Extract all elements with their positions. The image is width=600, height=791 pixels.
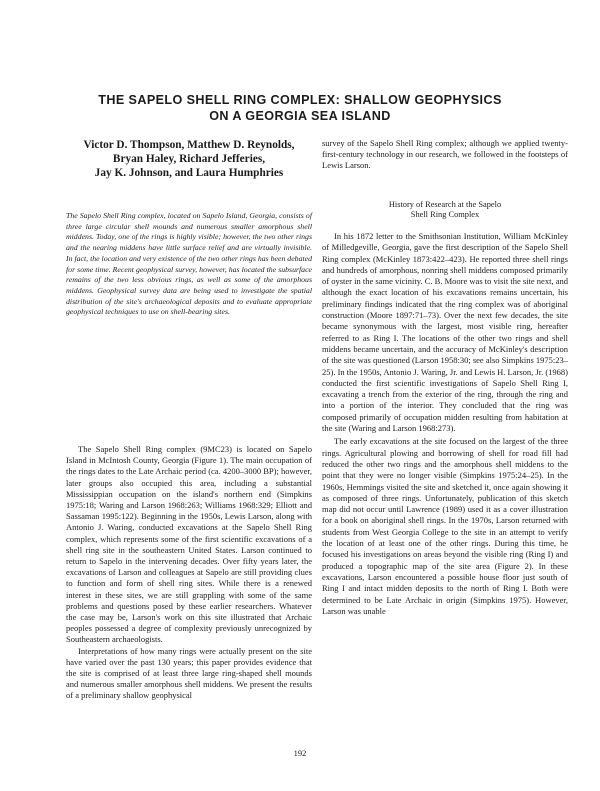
article-title-line-2: ON A GEORGIA SEA ISLAND	[209, 109, 391, 123]
body-paragraph: Interpretations of how many rings were actually present on the site have varied over the past 130 years; this paper provides evidence that the site is comprised of at least three large ring-shaped shell mounds and numerous smaller amorphous shell middens. We present the results of a preliminary shallow geophysical	[66, 645, 312, 701]
section-heading-line-1: History of Research at the Sapelo	[388, 200, 502, 209]
body-paragraph: In his 1872 letter to the Smithsonian Institution, William McKinley of Milledgeville, Georgia, gave the first description of the Sapelo Shell Ring complex (McKinley 1873:422–423). He reported three shell rings and hundreds of amorphous, nonring shell middens composed primarily of oyster in the same vicinity. C. B. Moore was to visit the site next, and although the exact location of his excavations remains uncertain, his preliminary findings indicated that the ring complex was of aboriginal construction (Moore 1897:71–73). Over the next few decades, the site became synonymous with the largest, most visible ring, hereafter referred to as Ring I. The locations of the other two rings and shell middens became uncertain, and the accuracy of McKinley's description of the site was questioned (Larson 1958:30; see also Simpkins 1975:23–25). In the 1950s, Antonio J. Waring, Jr. and Lewis H. Larson, Jr. (1968) conducted the first scientific investigations of Sapelo Shell Ring I, excavating a trench from the exterior of the ring, through the ring and into a portion of the interior. They concluded that the ring was composed primarily of occupation midden resulting from habitation at the site (Waring and Larson 1968:273).	[322, 231, 568, 434]
body-paragraph-continued: survey of the Sapelo Shell Ring complex; although we applied twenty-first-century technology in our research, we followed in the footsteps of Lewis Larson.	[322, 138, 568, 171]
body-paragraph: The Sapelo Shell Ring complex (9MC23) is located on Sapelo Island in McIntosh County, Georgia (Figure 1). The main occupation of the rings dates to the Late Archaic period (ca. 4200–3000 BP); however, later groups also occupied this area, including a substantial Mississippian occupation on the island's northern end (Simpkins 1975:18; Waring and Larson 1968:263; Williams 1968:329; Elliott and Sassaman 1995:122). Beginning in the 1950s, Lewis Larson, along with Antonio J. Waring, conducted excavations at the Sapelo Shell Ring complex, which represents some of the first scientific excavations of a shell ring site in the southeastern United States. Larson continued to return to Sapelo in the intervening decades. Over fifty years later, the excavations of Larson and colleagues at Sapelo are still providing clues to function and form of shell ring sites. While there is a renewed interest in these sites, we are still grappling with some of the same problems and questions posed by these earlier researchers. Whatever the case may be, Larson's work on this site illustrated that Archaic peoples possessed a degree of complexity previously unrecognized by Southeastern archaeologists.	[66, 444, 312, 645]
page-number: 192	[293, 748, 307, 758]
article-title-line-1: THE SAPELO SHELL RING COMPLEX: SHALLOW GEOPHYSICS	[98, 93, 502, 107]
section-heading-line-2: Shell Ring Complex	[410, 210, 480, 219]
author-line-1: Victor D. Thompson, Matthew D. Reynolds,	[83, 139, 295, 151]
right-column-body	[322, 231, 568, 619]
author-line-2: Bryan Haley, Richard Jefferies,	[112, 153, 266, 165]
author-line-3: Jay K. Johnson, and Laura Humphries	[94, 167, 284, 179]
body-paragraph: The early excavations at the site focused on the largest of the three rings. Agricultural plowing and borrowing of shell for road fill had reduced the other two rings and the amorphous shell middens to the point that they were no longer visible (Simpkins 1975:24–25). In the 1960s, Hemmings visited the site and sketched it, once again showing it as composed of three rings. Unfortunately, publication of this sketch map did not occur until Lawrence (1989) used it as a cover illustration for a book on aboriginal shell rings. In the 1970s, Larson returned with students from West Georgia College to the site in an attempt to verify the location of at least one of the other rings. During this time, he focused his investigations on areas beyond the visible ring (Ring I) and produced a topographic map of the site area (Figure 2). In these excavations, Larson encountered a possible house floor just south of Ring I and intact midden deposits to the north of Ring I. Both were determined to be Late Archaic in origin (Simpkins 1975). However, Larson was unable	[322, 436, 568, 616]
right-column-intro	[322, 138, 568, 172]
abstract: The Sapelo Shell Ring complex, located on Sapelo Island, Georgia, consists of three large circular shell mounds and numerous smaller amorphous shell middens. Today, one of the rings is highly visible; however, the two other rings and the nearing middens have little surface relief and are virtually invisible. In fact, the location and very existence of the two other rings has been debated for some time. Recent geophysical survey, however, has located the subsurface remains of the two less obvious rings, as well as some of the amorphous middens. Geophysical survey data are being used to investigate the spatial distribution of the site's archaeological deposits and to evaluate appropriate geophysical techniques to use on shell-bearing sites.	[66, 211, 312, 317]
left-column-body	[66, 444, 312, 702]
